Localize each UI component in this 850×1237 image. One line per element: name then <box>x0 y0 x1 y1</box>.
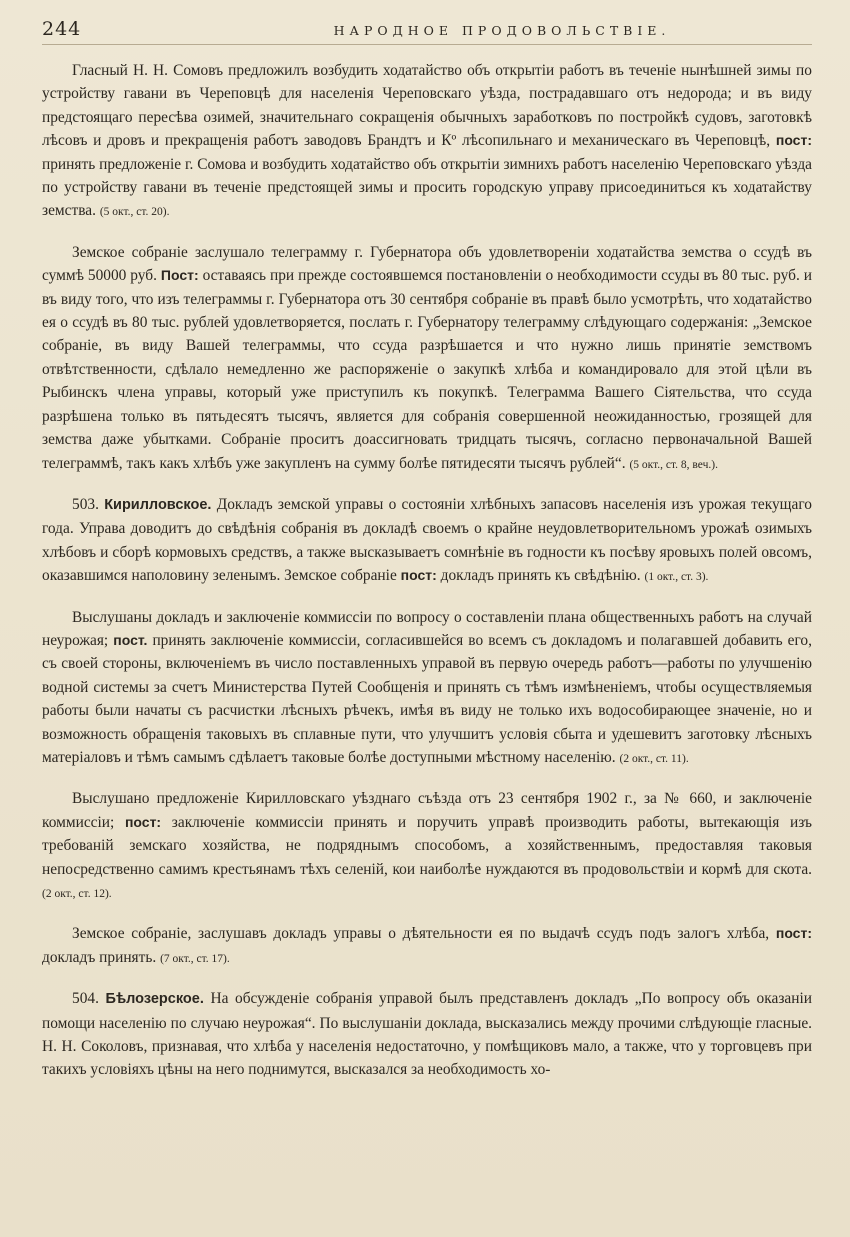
paragraph-governor-telegram: Земское собраніе заслушало телеграмму г. Губернатора объ удовлетвореніи ходатайства земства о ссудѣ въ суммѣ 50000 руб. Пост: оставаясь при прежде состоявшемся постановленіи о необходимости ссуды въ 80 тыс. руб. и въ виду того, что изъ телеграммы г. Губернатора отъ 30 сентября собраніе въ правѣ было усмотрѣть, что ходатайство ея о ссудѣ въ 80 тыс. рублей удовлетворяется, послать г. Губернатору телеграмму слѣдующаго содержанія: „Земское собраніе, въ виду Вашей телеграммы, что ссуда разрѣшается и что нужно лишь принятіе земствомъ отвѣтственности, сдѣлало немедленно же распоряженіе о закупкѣ хлѣба и командировало для этой цѣли въ Рыбинскъ члена управы, который уже приступилъ къ покупкѣ. Телеграмма Вашего Сіятельства, что ссуда разрѣшена только въ пятьдесятъ тысячъ, является для собранія совершенной неожиданностью, грозящей для земства даже убытками. Собраніе проситъ доассигновать тридцать тысячъ, согласно первоначальной Вашей телеграммѣ, такъ какъ хлѣбъ уже закупленъ на сумму болѣе пятидесяти тысячъ рублей“. (5 окт., ст. 8, веч.). <box>42 243 812 472</box>
running-title: НАРОДНОЕ ПРОДОВОЛЬСТВІЕ. <box>333 23 671 38</box>
paragraph-public-works-plan: Выслушаны докладъ и заключеніе коммиссіи по вопросу о составленіи плана общественныхъ работъ на случай неурожая; пост. принять заключеніе коммиссіи, согласившейся во всемъ съ докладомъ и полагавшей добавить его, съ своей стороны, включеніемъ въ число поставленныхъ управой въ первую очередь работъ—работы по улучшенію водной системы за счетъ Министерства Путей Сообщенія и принять съ тѣмъ измѣненіемъ, чтобы осуществляемыя работы были начаты съ расчистки лѣсныхъ рѣчекъ, имѣя въ виду не только ихъ водособирающее значеніе, но и возможность обращенія таковыхъ въ сплавные пути, что улучшитъ условія сбыта и удешевитъ заготовку лѣсныхъ матеріаловъ и тѣмъ самымъ сдѣлаетъ таковые болѣе доступными мѣстному населенію. (2 окт., ст. 11). <box>42 608 812 766</box>
section-title: Кирилловское. <box>104 496 212 513</box>
page-header <box>42 14 812 45</box>
resolution-keyword: пост: <box>775 925 812 942</box>
session-reference: (2 окт., ст. 11). <box>619 752 689 765</box>
paragraph-503-kirillovskoe: 503. Кирилловское. Докладъ земской управы о состояніи хлѣбныхъ запасовъ населенія изъ урожая текущаго года. Управа доводитъ до свѣдѣнія собранія въ докладѣ своемъ о крайне неудовлетворительномъ урожаѣ озимыхъ хлѣбовъ и сборѣ кормовыхъ средствъ, а также высказываетъ сомнѣніе въ годности къ посѣву яровыхъ полей овсомъ, оказавшимся наполовину зеленымъ. Земское собраніе пост: докладъ принять къ свѣдѣнію. (1 окт., ст. 3). <box>42 495 812 585</box>
resolution-keyword: пост: <box>400 567 437 584</box>
page-number: 244 <box>42 18 82 40</box>
section-number: 504. <box>72 990 99 1008</box>
session-reference: (1 окт., ст. 3). <box>644 571 709 584</box>
resolution-keyword: Пост: <box>160 267 199 284</box>
paragraph-grain-loans: Земское собраніе, заслушавъ докладъ управы о дѣятельности ея по выдачѣ ссудъ подъ залогъ хлѣба, пост: докладъ принять. (7 окт., ст. 17). <box>42 925 812 966</box>
section-number: 503. <box>72 495 99 513</box>
session-reference: (2 окт., ст. 12). <box>42 888 112 900</box>
paragraph-504-belozerskoe: 504. Бѣлозерское. На обсужденіе собранія управой былъ представленъ докладъ „По вопросу объ оказаніи помощи населенію по случаю неурожая“. По выслушаніи доклада, высказались между прочими слѣдующіе гласные. Н. Н. Соколовъ, признавая, что хлѣба у населенія недостаточно, у помѣщиковъ мало, а также, что у торговцевъ при такихъ условіяхъ цѣны на него поднимутся, высказался за необходимость хо- <box>42 990 812 1079</box>
section-title: Бѣлозерское. <box>105 991 204 1008</box>
session-reference: (5 окт., ст. 8, веч.). <box>629 458 718 471</box>
paragraph-somov-proposal: Гласный Н. Н. Сомовъ предложилъ возбудить ходатайство объ открытіи работъ въ теченіе нынѣшней зимы по устройству гавани въ Череповцѣ для населенія Череповскаго уѣзда, пострадавшаго отъ недорода; и въ виду предстоящаго пересѣва озимей, значительнаго сокращенія обычныхъ заработковъ по постройкѣ судовъ, заготовкѣ лѣсовъ и дровъ и прекращенія работъ заводовъ Брандтъ и Кº лѣсопильнаго и механическаго въ Череповцѣ, пост: принять предложеніе г. Сомова и возбудить ходатайство объ открытіи зимнихъ работъ населенію Череповскаго уѣзда по устройству гавани въ теченіе предстоящей зимы и просить городскую управу присоединиться къ ходатайству земства. (5 окт., ст. 20). <box>42 62 812 220</box>
session-reference: (5 окт., ст. 20). <box>99 206 170 219</box>
session-reference: (7 окт., ст. 17). <box>160 952 230 965</box>
body-text <box>42 59 812 1082</box>
paragraph-district-congress: Выслушано предложеніе Кирилловскаго уѣзднаго съѣзда отъ 23 сентября 1902 г., за № 660, и заключеніе коммиссіи; пост: заключеніе коммиссіи принять и поручить управѣ производить работы, вытекающія изъ требованій земскаго хозяйства, не подряднымъ способомъ, а хозяйственнымъ, предоставляя таковыя непосредственно самимъ крестьянамъ тѣхъ селеній, кои наиболѣе нуждаются въ продовольствіи и кормѣ для скота. (2 окт., ст. 12). <box>42 790 812 900</box>
resolution-keyword: пост: <box>775 132 812 149</box>
resolution-keyword: пост: <box>124 813 162 830</box>
resolution-keyword: пост. <box>113 631 148 648</box>
